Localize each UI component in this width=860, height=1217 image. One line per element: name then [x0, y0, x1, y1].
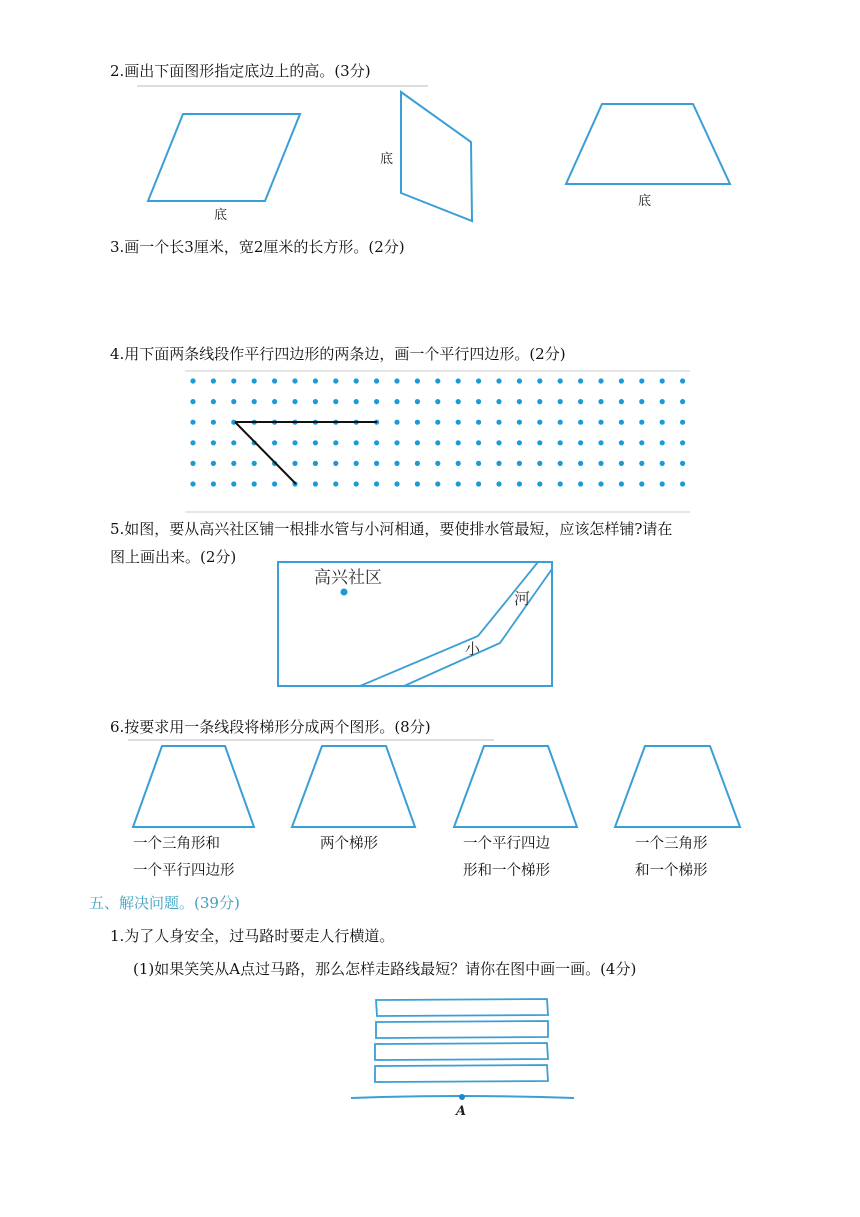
crosswalk-stripe-1 — [376, 999, 548, 1016]
p1-sub1: (1)如果笑笑从A点过马路，那么怎样走路线最短？请你在图中画一画。(4分) — [133, 960, 637, 978]
river-label-small: 小 — [465, 640, 481, 658]
point-a — [459, 1094, 465, 1100]
caption-2-line1: 两个梯形 — [320, 836, 378, 852]
community-label: 高兴社区 — [314, 568, 382, 588]
crosswalk-stripe-3 — [375, 1043, 548, 1060]
q5-line1: 5.如图，要从高兴社区铺一根排水管与小河相通，要使排水管最短，应该怎样铺?请在 — [110, 520, 673, 538]
caption-1-line1: 一个三角形和 — [133, 836, 220, 852]
q3-title: 3.画一个长3厘米，宽2厘米的长方形。(2分) — [110, 238, 405, 256]
base-label-tilted: 底 — [380, 152, 394, 167]
base-label-trapezoid: 底 — [638, 194, 652, 209]
caption-3-line2: 形和一个梯形 — [463, 863, 550, 879]
base-label-parallelogram: 底 — [214, 208, 228, 223]
caption-3-line1: 一个平行四边 — [463, 836, 550, 852]
caption-1-line2: 一个平行四边形 — [133, 863, 235, 879]
section5-title: 五、解决问题。(39分) — [89, 894, 240, 912]
q2-title: 2.画出下面图形指定底边上的高。(3分) — [110, 62, 371, 80]
q5-line2: 图上画出来。(2分) — [110, 548, 237, 566]
q6-title: 6.按要求用一条线段将梯形分成两个图形。(8分) — [110, 718, 431, 736]
p1-title: 1.为了人身安全，过马路时要走人行横道。 — [110, 927, 395, 945]
river-label-river: 河 — [514, 589, 531, 608]
q4-title: 4.用下面两条线段作平行四边形的两条边，画一个平行四边形。(2分) — [110, 345, 566, 363]
crosswalk-stripe-4 — [375, 1065, 548, 1082]
caption-4-line2: 和一个梯形 — [635, 863, 708, 879]
crosswalk-stripe-2 — [376, 1021, 548, 1038]
caption-4-line1: 一个三角形 — [635, 836, 708, 852]
point-a-label: A — [456, 1104, 467, 1119]
